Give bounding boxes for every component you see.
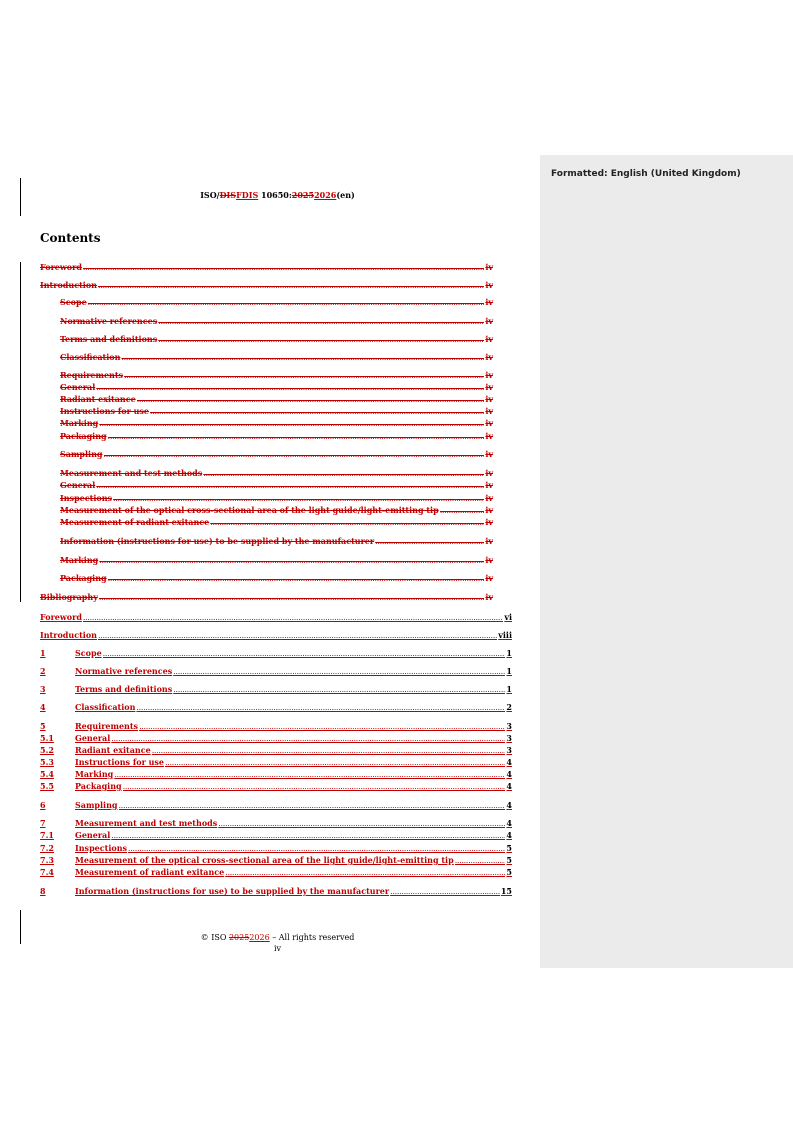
toc-entry[interactable]: 6 Sampling ..... 4 xyxy=(40,800,512,810)
page-number: iv xyxy=(273,944,282,953)
header-prefix: ISO/ xyxy=(200,190,220,200)
document-header xyxy=(40,190,515,200)
toc-entry[interactable]: Bibliography ..... iv xyxy=(40,592,493,602)
toc-entry[interactable]: General ..... iv xyxy=(40,480,493,490)
toc-entry[interactable]: 5.2 Radiant exitance ..... 3 xyxy=(40,745,512,755)
toc-entry[interactable]: Measurement and test methods ..... iv xyxy=(40,468,493,478)
change-bar-toc xyxy=(20,262,21,602)
toc-entry[interactable]: Marking ..... iv xyxy=(40,555,493,565)
toc-entry[interactable]: Foreword ..... iv xyxy=(40,262,493,272)
toc-entry[interactable]: Introduction ..... viii xyxy=(40,630,512,640)
toc-entry[interactable]: Requirements ..... iv xyxy=(40,370,493,380)
change-bar-header xyxy=(20,178,21,216)
toc-entry[interactable]: Packaging ..... iv xyxy=(40,431,493,441)
toc-entry[interactable]: 7.2 Inspections ..... 5 xyxy=(40,843,512,853)
toc-entry[interactable]: Scope ..... iv xyxy=(40,297,493,307)
toc-entry[interactable]: Measurement of the optical cross-sectional area of the light guide/light-emitting tip ..... iv xyxy=(40,505,493,515)
toc-entry[interactable]: 7.4 Measurement of radiant exitance ..... 5 xyxy=(40,867,512,877)
toc-entry[interactable]: 5.1 General ..... 3 xyxy=(40,733,512,743)
toc-entry[interactable]: Classification ..... iv xyxy=(40,352,493,362)
toc-entry[interactable]: 3 Terms and definitions ..... 1 xyxy=(40,684,512,694)
toc-entry[interactable]: Introduction ..... iv xyxy=(40,280,493,290)
toc-entry[interactable]: General ..... iv xyxy=(40,382,493,392)
contents-title: Contents xyxy=(40,231,101,245)
header-inserted-1: FDIS xyxy=(236,190,259,200)
copyright-line: © ISO 20252026 – All rights reserved xyxy=(200,933,355,942)
toc-entry[interactable]: Information (instructions for use) to be supplied by the manufacturer ..... iv xyxy=(40,536,493,546)
toc-entry[interactable]: 7.3 Measurement of the optical cross-sectional area of the light guide/light-emitting tip ..... 5 xyxy=(40,855,512,865)
comment-label: Formatted: English (United Kingdom) xyxy=(551,169,741,179)
toc-entry[interactable]: 1 Scope ..... 1 xyxy=(40,648,512,658)
toc-entry[interactable]: Foreword ..... vi xyxy=(40,612,512,622)
header-middle: 10650: xyxy=(258,190,292,200)
header-suffix: (en) xyxy=(336,190,355,200)
toc-entry[interactable]: Instructions for use ..... iv xyxy=(40,406,493,416)
header-inserted-2: 2026 xyxy=(314,190,337,200)
toc-entry[interactable]: Sampling ..... iv xyxy=(40,449,493,459)
toc-entry[interactable]: 8 Information (instructions for use) to be supplied by the manufacturer ..... 15 xyxy=(40,886,512,896)
toc-entry[interactable]: Packaging ..... iv xyxy=(40,573,493,583)
toc-entry[interactable]: Normative references ..... iv xyxy=(40,316,493,326)
comment-pane xyxy=(540,155,793,968)
toc-entry[interactable]: 5.3 Instructions for use ..... 4 xyxy=(40,757,512,767)
header-deleted-2: 2025 xyxy=(291,190,315,200)
page-footer xyxy=(40,932,515,954)
toc-entry[interactable]: Radiant exitance ..... iv xyxy=(40,394,493,404)
toc-entry[interactable]: Inspections ..... iv xyxy=(40,493,493,503)
toc-entry[interactable]: 5 Requirements ..... 3 xyxy=(40,721,512,731)
toc-entry[interactable]: 7 Measurement and test methods ..... 4 xyxy=(40,818,512,828)
header-deleted-1: DIS xyxy=(219,190,237,200)
change-bar-footer xyxy=(20,910,21,944)
toc-entry[interactable]: 7.1 General ..... 4 xyxy=(40,830,512,840)
toc-entry[interactable]: 2 Normative references ..... 1 xyxy=(40,666,512,676)
toc-entry[interactable]: 4 Classification ..... 2 xyxy=(40,702,512,712)
toc-entry[interactable]: Measurement of radiant exitance ..... iv xyxy=(40,517,493,527)
toc-entry[interactable]: 5.5 Packaging ..... 4 xyxy=(40,781,512,791)
toc-entry[interactable]: Terms and definitions ..... iv xyxy=(40,334,493,344)
toc-entry[interactable]: 5.4 Marking ..... 4 xyxy=(40,769,512,779)
toc-entry[interactable]: Marking ..... iv xyxy=(40,418,493,428)
